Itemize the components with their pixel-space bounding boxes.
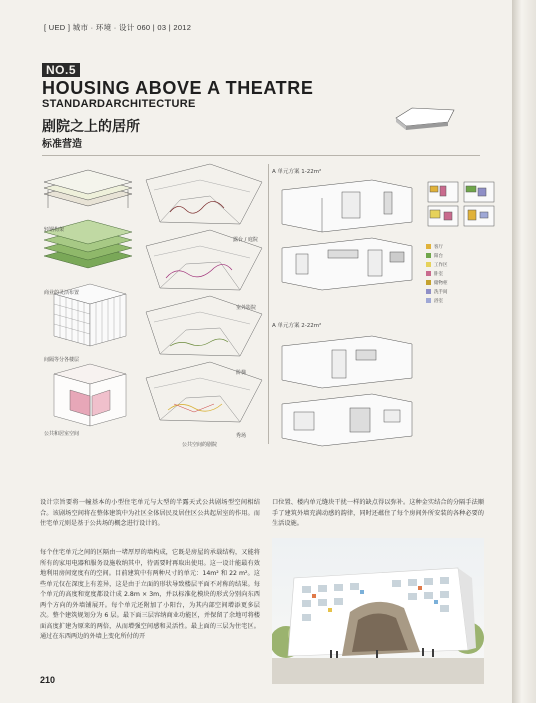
caption-section-3: 阶梯	[236, 370, 247, 376]
caption-plan-b: A 单元方案 2-22m²	[272, 323, 322, 329]
legend-swatch	[426, 244, 431, 249]
legend-swatch	[426, 289, 431, 294]
legend-label: 阳台	[434, 254, 443, 259]
legend-label: 客厅	[434, 245, 443, 250]
body-paragraph: 每个住宅单元之间的区隔由一堵厚厚的墙构成，它既是房屋的承载结构，又能将所有的家用电器和服务设施收纳其中，待需要时再取出使用。这一设计能最有效地利用房间宽度有的空间。目前建筑中有两种尺寸的单元：14m² 和 22 m²。这些单元仅在深度上有差异，这是由于立面的形状导致楼层平面不对称的结果。每个单元的高度和宽度都设计成 2.8m × 3m，并以标准化模块的形式分别向东西两个方向的外墙铺展开。每个单元还附加了小阳台，为其内部空间增添更多层次。整个建筑规划分为 6 层。最下面三层容纳商业功能区，并保留了余地可将楼面高度扩建为原来的两倍，从而增强空间感和灵活性。最上面的三层为住宅区。通过在东西两边的外墙上变化所付的开	[40, 549, 260, 640]
legend-item	[426, 253, 443, 259]
legend-swatch	[426, 262, 431, 267]
caption-section-2: 室外影院	[236, 305, 257, 311]
legend-item	[426, 298, 443, 304]
caption-section-5: 公共空间的剧院	[182, 442, 218, 448]
caption-diagram-3: 间隔等分各楼层	[44, 357, 80, 363]
caption-diagram-1: 轻钢构架	[44, 227, 65, 233]
project-title-en: HOUSING ABOVE A THEATRE	[42, 78, 314, 98]
column-divider	[268, 164, 269, 444]
page-number: 210	[40, 675, 56, 685]
legend-item	[426, 280, 448, 286]
caption-section-1: 露台 / 庭院	[233, 237, 258, 243]
project-number-badge: NO.5	[42, 63, 80, 77]
unit-plan-b-perspectives	[272, 330, 422, 458]
building-massing-thumbnail	[392, 96, 460, 136]
legend-label: 储物柜	[434, 281, 448, 286]
caption-plan-a: A 单元方案 1-22m²	[272, 169, 322, 175]
intro-paragraph-continued: 口位置、楼内单元缝块干扰一样的缺点得以弥补。这种金实结合的分隔手法顺手了建筑外墙充满动感的韵律，同时还蕴住了每个房间外所安装的各种必要的生活设施。	[272, 499, 484, 527]
legend-item	[426, 289, 448, 295]
legend-item	[426, 262, 448, 268]
intro-paragraph: 设计宗旨要将一幢基本的小型住宅单元与大型的半露天式公共剧场型空间相结合。该剧场空间将在整体建筑中为社区全体居民及居住区公共起居室的作用。而住宅单元则是基于公共场的概念进行设计的。	[40, 499, 260, 527]
firm-name-cn: 标准营造	[42, 139, 82, 150]
legend-swatch	[426, 271, 431, 276]
legend-swatch	[426, 298, 431, 303]
running-head: [ UED ] 城市 · 环境 · 设计 060 | 03 | 2012	[44, 23, 192, 32]
floor-plan-thumbnails	[426, 178, 496, 230]
legend-label: 洗手间	[434, 290, 448, 295]
legend-swatch	[426, 253, 431, 258]
page-spine	[512, 0, 536, 703]
legend-label: 卧室	[434, 272, 443, 277]
axonometric-diagrams	[40, 168, 140, 438]
building-rendering	[272, 538, 484, 684]
header-divider	[42, 155, 480, 156]
theatre-section-perspectives	[140, 160, 266, 442]
caption-section-4: 秀场	[236, 433, 247, 439]
firm-name-en: STANDARDARCHITECTURE	[42, 98, 196, 110]
legend-label: 工作区	[434, 263, 448, 268]
legend-label: 浴室	[434, 299, 443, 304]
project-title-cn: 剧院之上的居所	[42, 119, 140, 135]
legend-swatch	[426, 280, 431, 285]
caption-diagram-2: 商业的灵活布置	[44, 290, 80, 296]
legend-item	[426, 271, 443, 277]
legend-item	[426, 244, 443, 250]
caption-diagram-4: 公共和居室空间	[44, 431, 80, 437]
unit-plan-a-perspectives	[272, 176, 422, 306]
